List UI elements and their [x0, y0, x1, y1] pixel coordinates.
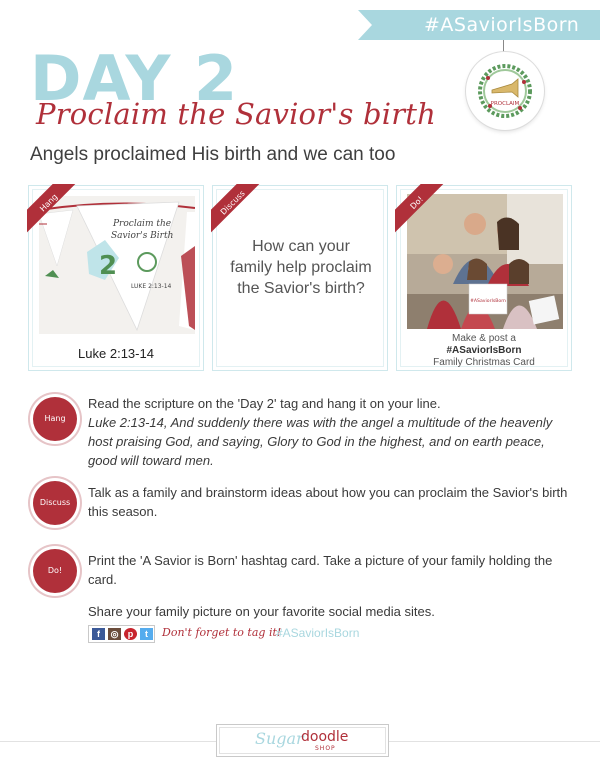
share-hashtag: #ASaviorIsBorn [276, 626, 360, 640]
tag-text-line2: Savior's Birth [111, 231, 174, 241]
do-card-caption-line1: Make & post a [452, 333, 516, 344]
script-title: Proclaim the Savior's birth [36, 97, 436, 131]
do-ribbon-label: Do! [408, 194, 425, 211]
do-ribbon [395, 184, 447, 236]
sugardoodle-logo[interactable] [216, 724, 389, 757]
hang-step-badge [33, 397, 77, 441]
hang-ribbon [27, 184, 79, 236]
pinterest-icon[interactable]: p [124, 628, 137, 640]
logo-sugar: Sugar [255, 729, 304, 748]
tag-number: 2 [99, 251, 118, 281]
discuss-card [212, 185, 388, 371]
hang-card [28, 185, 204, 371]
logo-doodle: doodle [301, 729, 349, 745]
discuss-step-badge-label: Discuss [39, 498, 71, 507]
proclaim-ornament-icon [466, 52, 544, 130]
do-card-caption-hashtag: #ASaviorIsBorn [446, 345, 522, 356]
scripture-text: Luke 2:13-14, And suddenly there was with the angel a multitude of the heavenly host praising God, and saying, Glory to God in the highest, and on earth peace, good will toward men. [88, 415, 553, 468]
do-step-text: Print the 'A Savior is Born' hashtag card. Take a picture of your family holding the card. [88, 553, 553, 587]
family-sign-text: #ASaviorIsBorn [470, 299, 506, 304]
do-card [396, 185, 572, 371]
ornament-label: PROCLAIM [490, 101, 520, 107]
discuss-step-text: Talk as a family and brainstorm ideas about how you can proclaim the Savior's birth this season. [88, 485, 568, 519]
discuss-ribbon-label: Discuss [218, 188, 247, 217]
hang-instruction: Read the scripture on the 'Day 2' tag and hang it on your line. [88, 396, 441, 411]
do-step-badge [33, 549, 77, 593]
discuss-question: How can your family help proclaim the Savior's birth? [230, 238, 372, 297]
do-card-caption-line3: Family Christmas Card [433, 357, 535, 368]
subtitle: Angels proclaimed His birth and we can too [30, 144, 396, 165]
hang-step-text [88, 394, 568, 470]
facebook-icon[interactable]: f [92, 628, 105, 640]
day-title: DAY 2 [30, 42, 239, 115]
hashtag-banner-text: #ASaviorIsBorn [424, 14, 580, 36]
twitter-icon[interactable]: t [140, 628, 153, 640]
hang-step-badge-label: Hang [44, 414, 66, 423]
share-instruction: Share your family picture on your favorite social media sites. [88, 604, 435, 619]
logo-shop: SHOP [315, 745, 336, 752]
tag-text-line1: Proclaim the [113, 219, 172, 229]
tag-reference: LUKE 2:13-14 [131, 283, 172, 290]
dont-forget-text: Don't forget to tag it! [162, 626, 282, 639]
do-step-badge-label: Do! [47, 566, 63, 575]
hashtag-banner [372, 10, 600, 40]
instagram-icon[interactable]: ◎ [108, 628, 121, 640]
social-icons [88, 625, 155, 643]
discuss-ribbon [211, 184, 263, 236]
hang-ribbon-label: Hang [38, 192, 60, 214]
do-card-caption [397, 333, 571, 369]
hang-card-caption: Luke 2:13-14 [78, 346, 154, 361]
discuss-step-badge [33, 481, 77, 525]
